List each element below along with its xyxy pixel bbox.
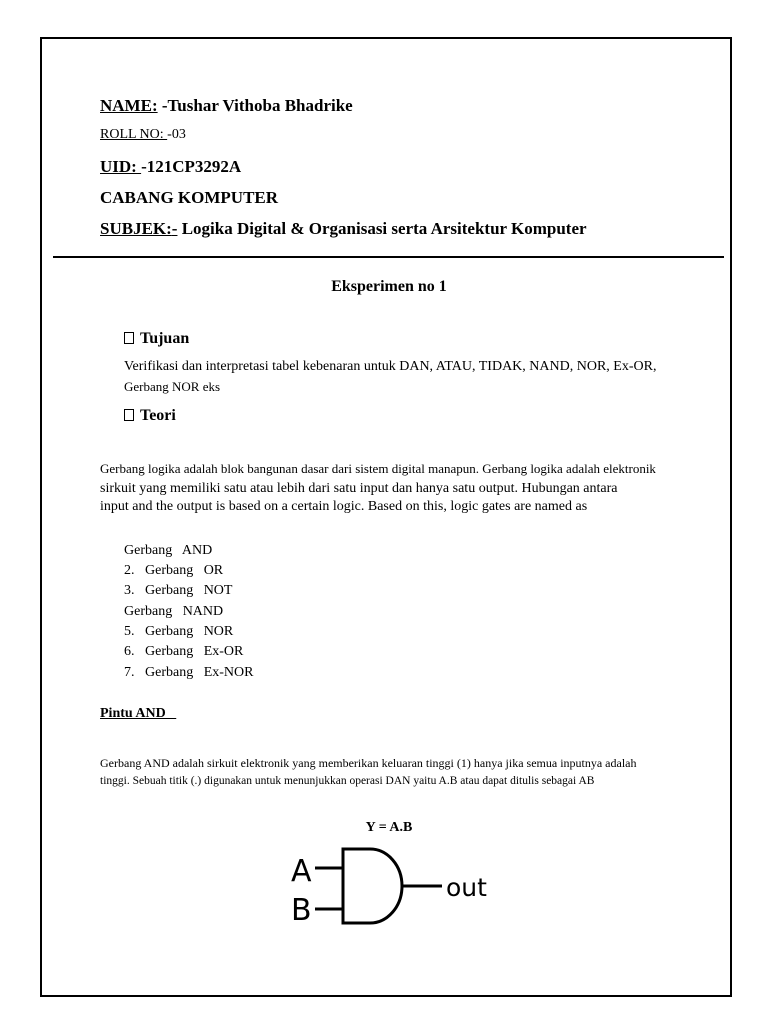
and-gate-symbol [315,849,442,923]
branch-line: CABANG KOMPUTER [100,188,279,207]
aim-heading-row [124,330,189,348]
list-item: 7. Gerbang Ex-NOR [124,665,254,680]
list-item: 3. Gerbang NOT [124,583,233,598]
output-label: out [446,873,487,902]
list-item: Gerbang AND [124,543,213,558]
uid-line [100,157,241,177]
theory-line-2: sirkuit yang memiliki satu atau lebih dari satu input dan hanya satu output. Hubungan antara [100,481,618,496]
subject-value: Logika Digital & Organisasi serta Arsitektur Komputer [177,219,587,238]
name-label: NAME: [100,96,158,115]
roll-line [100,127,186,143]
list-item: 6. Gerbang Ex-OR [124,644,244,659]
and-gate-body [343,849,402,923]
name-value: -Tushar Vithoba Bhadrike [157,96,353,115]
experiment-title: Eksperimen no 1 [331,278,447,295]
aim-heading: Tujuan [140,330,190,347]
list-item: 2. Gerbang OR [124,563,224,578]
and-equation: Y = A.B [365,820,413,835]
input-b-label: B [291,893,312,928]
header-divider [53,256,724,258]
list-item: Gerbang NAND [124,604,224,619]
and-desc-line-2: tinggi. Sebuah titik (.) digunakan untuk menunjukkan operasi DAN yaitu A.B atau dapat ditulis sebagai AB [100,775,595,787]
uid-label: UID: [100,157,142,176]
subject-dash: - [171,219,178,238]
subject-line [100,219,587,239]
uid-value: -121CP3292A [141,157,242,176]
list-item: 5. Gerbang NOR [124,624,234,639]
checkbox-icon [124,409,134,421]
theory-line-1: Gerbang logika adalah blok bangunan dasar dari sistem digital manapun. Gerbang logika adalah elektronik [100,461,656,476]
theory-heading: Teori [140,407,176,424]
roll-value: -03 [167,127,186,142]
aim-line-2: Gerbang NOR eks [124,379,221,394]
and-gate-diagram [285,840,495,940]
theory-heading-row [124,407,176,425]
aim-line-1: Verifikasi dan interpretasi tabel kebenaran untuk DAN, ATAU, TIDAK, NAND, NOR, Ex-OR, [124,359,657,374]
and-desc-line-1: Gerbang AND adalah sirkuit elektronik yang memberikan keluaran tinggi (1) hanya jika semua inputnya adalah [100,756,637,770]
theory-line-3: input and the output is based on a certain logic. Based on this, logic gates are named as [100,499,588,514]
name-line [100,96,353,116]
checkbox-icon [124,332,134,344]
and-gate-heading: Pintu AND [100,706,177,721]
input-a-label: A [291,854,312,889]
subject-label: SUBJEK: [100,219,172,238]
roll-label: ROLL NO: [100,127,168,142]
